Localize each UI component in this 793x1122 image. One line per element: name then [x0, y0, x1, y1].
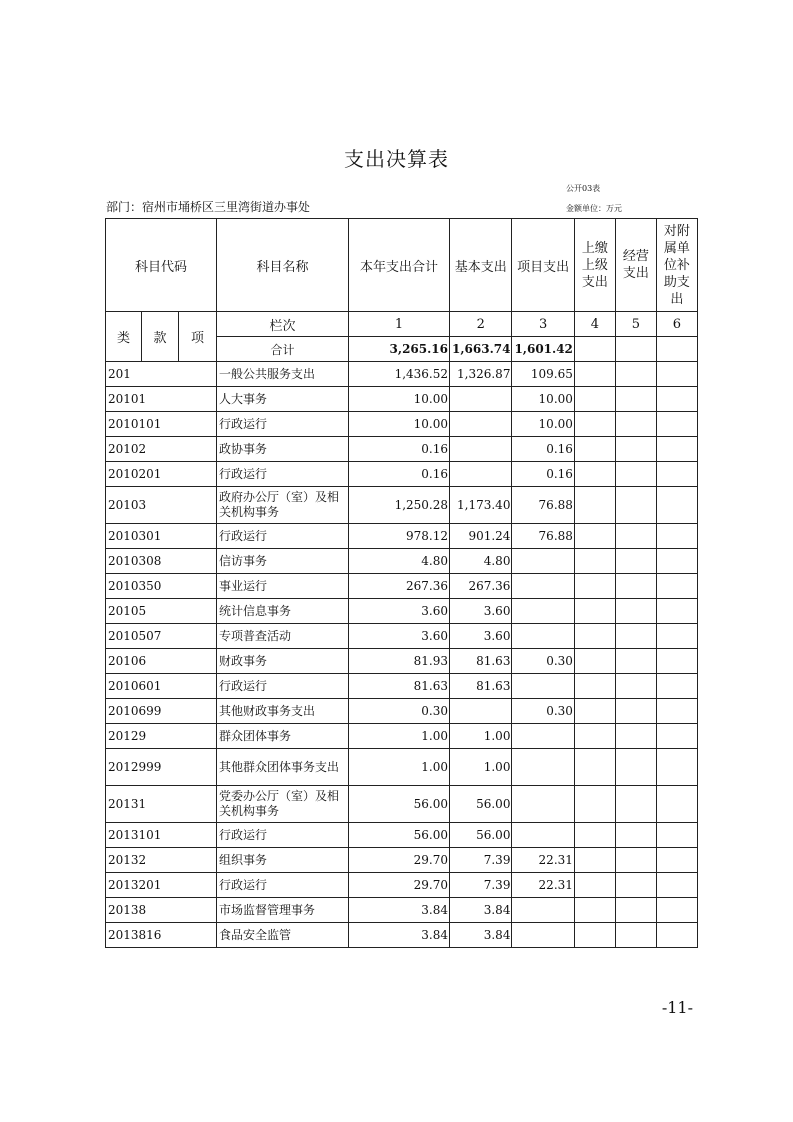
- row-basic: 267.36: [450, 574, 512, 599]
- row-name: 事业运行: [217, 574, 349, 599]
- header-lanci: 栏次: [217, 312, 349, 337]
- row-project: [512, 624, 574, 649]
- row-basic: 56.00: [450, 823, 512, 848]
- row-name: 食品安全监管: [217, 923, 349, 948]
- header-project: 项目支出: [512, 219, 574, 312]
- row-code: 20102: [106, 437, 217, 462]
- total-amount: 3,265.16: [349, 337, 450, 362]
- table-row: [106, 387, 698, 412]
- row-business: [615, 362, 656, 387]
- row-subsidy: [656, 898, 697, 923]
- row-subsidy: [656, 412, 697, 437]
- row-business: [615, 549, 656, 574]
- row-name: 统计信息事务: [217, 599, 349, 624]
- row-subsidy: [656, 848, 697, 873]
- row-subsidy: [656, 624, 697, 649]
- header-kuan: 款: [142, 312, 179, 362]
- row-name: 行政运行: [217, 873, 349, 898]
- col-index-1: 1: [349, 312, 450, 337]
- row-business: [615, 674, 656, 699]
- row-total: 3.84: [349, 923, 450, 948]
- row-code: 20131: [106, 786, 217, 823]
- row-code: 20103: [106, 487, 217, 524]
- header-basic: 基本支出: [450, 219, 512, 312]
- row-basic: 7.39: [450, 873, 512, 898]
- row-total: 56.00: [349, 823, 450, 848]
- row-project: 22.31: [512, 873, 574, 898]
- row-remit: [574, 898, 615, 923]
- row-business: [615, 898, 656, 923]
- row-remit: [574, 412, 615, 437]
- row-project: 10.00: [512, 387, 574, 412]
- row-basic: [450, 437, 512, 462]
- row-name: 行政运行: [217, 412, 349, 437]
- row-name: 人大事务: [217, 387, 349, 412]
- table-row: [106, 786, 698, 823]
- table-row: [106, 923, 698, 948]
- table-row: [106, 873, 698, 898]
- row-subsidy: [656, 524, 697, 549]
- row-project: [512, 923, 574, 948]
- row-project: 10.00: [512, 412, 574, 437]
- row-remit: [574, 749, 615, 786]
- row-project: [512, 749, 574, 786]
- row-code: 20138: [106, 898, 217, 923]
- table-row: [106, 599, 698, 624]
- row-business: [615, 649, 656, 674]
- row-basic: 1,173.40: [450, 487, 512, 524]
- row-project: [512, 674, 574, 699]
- row-total: 0.16: [349, 437, 450, 462]
- table-row: [106, 462, 698, 487]
- row-project: 0.16: [512, 437, 574, 462]
- row-remit: [574, 437, 615, 462]
- row-business: [615, 923, 656, 948]
- header-name: 科目名称: [217, 219, 349, 312]
- table-row: [106, 724, 698, 749]
- row-code: 20101: [106, 387, 217, 412]
- row-subsidy: [656, 487, 697, 524]
- form-code: 公开03表: [566, 184, 601, 193]
- row-project: [512, 599, 574, 624]
- row-code: 20106: [106, 649, 217, 674]
- row-remit: [574, 599, 615, 624]
- row-name: 市场监督管理事务: [217, 898, 349, 923]
- row-code: 2010101: [106, 412, 217, 437]
- row-business: [615, 437, 656, 462]
- row-total: 4.80: [349, 549, 450, 574]
- row-subsidy: [656, 549, 697, 574]
- row-remit: [574, 549, 615, 574]
- row-code: 201: [106, 362, 217, 387]
- row-business: [615, 599, 656, 624]
- row-remit: [574, 786, 615, 823]
- row-total: 1.00: [349, 749, 450, 786]
- row-business: [615, 848, 656, 873]
- row-project: 0.16: [512, 462, 574, 487]
- row-subsidy: [656, 699, 697, 724]
- row-subsidy: [656, 574, 697, 599]
- row-total: 10.00: [349, 412, 450, 437]
- row-business: [615, 524, 656, 549]
- col-index-6: 6: [656, 312, 697, 337]
- row-business: [615, 574, 656, 599]
- row-subsidy: [656, 786, 697, 823]
- row-code: 2010350: [106, 574, 217, 599]
- row-total: 1.00: [349, 724, 450, 749]
- row-code: 20129: [106, 724, 217, 749]
- row-name: 行政运行: [217, 524, 349, 549]
- row-business: [615, 724, 656, 749]
- row-name: 一般公共服务支出: [217, 362, 349, 387]
- table-row: [106, 524, 698, 549]
- row-code: 20105: [106, 599, 217, 624]
- row-remit: [574, 674, 615, 699]
- row-subsidy: [656, 873, 697, 898]
- table-row: [106, 549, 698, 574]
- row-project: 0.30: [512, 699, 574, 724]
- row-total: 29.70: [349, 848, 450, 873]
- header-code: 科目代码: [106, 219, 217, 312]
- row-name: 其他群众团体事务支出: [217, 749, 349, 786]
- row-remit: [574, 487, 615, 524]
- row-basic: 56.00: [450, 786, 512, 823]
- row-code: 2010201: [106, 462, 217, 487]
- row-code: 2010699: [106, 699, 217, 724]
- row-basic: [450, 699, 512, 724]
- row-business: [615, 624, 656, 649]
- row-project: 22.31: [512, 848, 574, 873]
- row-total: 3.60: [349, 624, 450, 649]
- row-business: [615, 387, 656, 412]
- row-remit: [574, 462, 615, 487]
- row-code: 2012999: [106, 749, 217, 786]
- row-total: 29.70: [349, 873, 450, 898]
- row-basic: [450, 412, 512, 437]
- row-name: 群众团体事务: [217, 724, 349, 749]
- row-basic: 3.60: [450, 624, 512, 649]
- row-business: [615, 786, 656, 823]
- row-project: [512, 898, 574, 923]
- col-index-4: 4: [574, 312, 615, 337]
- row-business: [615, 462, 656, 487]
- row-code: 2013816: [106, 923, 217, 948]
- department-label: 部门：宿州市埇桥区三里湾街道办事处: [106, 200, 311, 214]
- total-subsidy: [656, 337, 697, 362]
- row-total: 10.00: [349, 387, 450, 412]
- row-total: 1,436.52: [349, 362, 450, 387]
- row-name: 其他财政事务支出: [217, 699, 349, 724]
- row-remit: [574, 724, 615, 749]
- row-name: 组织事务: [217, 848, 349, 873]
- table-row: [106, 749, 698, 786]
- header-total: 本年支出合计: [349, 219, 450, 312]
- unit-label: 金额单位：万元: [566, 204, 622, 213]
- row-code: 20132: [106, 848, 217, 873]
- col-index-5: 5: [615, 312, 656, 337]
- row-name: 政协事务: [217, 437, 349, 462]
- row-basic: [450, 387, 512, 412]
- row-remit: [574, 823, 615, 848]
- column-index-row: [106, 312, 698, 337]
- row-total: 81.93: [349, 649, 450, 674]
- row-project: [512, 786, 574, 823]
- row-subsidy: [656, 462, 697, 487]
- row-basic: 7.39: [450, 848, 512, 873]
- row-name: 信访事务: [217, 549, 349, 574]
- total-project: 1,601.42: [512, 337, 574, 362]
- row-basic: 3.60: [450, 599, 512, 624]
- row-total: 0.30: [349, 699, 450, 724]
- header-remit: 上缴上级支出: [574, 219, 615, 312]
- row-code: 2010507: [106, 624, 217, 649]
- header-business: 经营支出: [615, 219, 656, 312]
- row-basic: [450, 462, 512, 487]
- row-name: 行政运行: [217, 674, 349, 699]
- row-subsidy: [656, 749, 697, 786]
- total-basic: 1,663.74: [450, 337, 512, 362]
- col-index-2: 2: [450, 312, 512, 337]
- row-name: 财政事务: [217, 649, 349, 674]
- expenditure-table: [105, 218, 698, 948]
- row-basic: 81.63: [450, 649, 512, 674]
- total-business: [615, 337, 656, 362]
- page-number: -11-: [661, 998, 693, 1017]
- row-basic: 4.80: [450, 549, 512, 574]
- table-row: [106, 823, 698, 848]
- row-business: [615, 487, 656, 524]
- table-row: [106, 362, 698, 387]
- row-project: [512, 823, 574, 848]
- row-basic: 81.63: [450, 674, 512, 699]
- row-name: 党委办公厅（室）及相关机构事务: [217, 786, 349, 823]
- row-remit: [574, 387, 615, 412]
- row-subsidy: [656, 387, 697, 412]
- row-business: [615, 749, 656, 786]
- page-title: 支出决算表: [344, 147, 449, 171]
- row-total: 3.84: [349, 898, 450, 923]
- row-code: 2010301: [106, 524, 217, 549]
- header-xiang: 项: [179, 312, 217, 362]
- table-row: [106, 487, 698, 524]
- row-code: 2010601: [106, 674, 217, 699]
- row-code: 2010308: [106, 549, 217, 574]
- table-row: [106, 574, 698, 599]
- col-index-3: 3: [512, 312, 574, 337]
- row-code: 2013201: [106, 873, 217, 898]
- row-name: 行政运行: [217, 823, 349, 848]
- row-remit: [574, 362, 615, 387]
- row-subsidy: [656, 923, 697, 948]
- row-total: 0.16: [349, 462, 450, 487]
- row-total: 267.36: [349, 574, 450, 599]
- row-remit: [574, 923, 615, 948]
- row-project: 109.65: [512, 362, 574, 387]
- table-row: [106, 848, 698, 873]
- row-total: 56.00: [349, 786, 450, 823]
- row-basic: 1,326.87: [450, 362, 512, 387]
- row-basic: 1.00: [450, 724, 512, 749]
- row-subsidy: [656, 599, 697, 624]
- row-name: 专项普查活动: [217, 624, 349, 649]
- row-remit: [574, 848, 615, 873]
- row-name: 行政运行: [217, 462, 349, 487]
- row-subsidy: [656, 823, 697, 848]
- total-remit: [574, 337, 615, 362]
- table-row: [106, 699, 698, 724]
- row-name: 政府办公厅（室）及相关机构事务: [217, 487, 349, 524]
- row-project: [512, 724, 574, 749]
- row-remit: [574, 524, 615, 549]
- row-total: 3.60: [349, 599, 450, 624]
- table-row: [106, 624, 698, 649]
- row-total: 978.12: [349, 524, 450, 549]
- header-row: [106, 219, 698, 312]
- table-row: [106, 898, 698, 923]
- row-basic: 3.84: [450, 923, 512, 948]
- row-total: 1,250.28: [349, 487, 450, 524]
- row-business: [615, 699, 656, 724]
- table-row: [106, 649, 698, 674]
- row-project: [512, 574, 574, 599]
- row-business: [615, 873, 656, 898]
- row-project: 76.88: [512, 487, 574, 524]
- row-basic: 1.00: [450, 749, 512, 786]
- header-subsidy: 对附属单位补助支出: [656, 219, 697, 312]
- row-subsidy: [656, 674, 697, 699]
- table-row: [106, 437, 698, 462]
- row-project: 76.88: [512, 524, 574, 549]
- row-subsidy: [656, 724, 697, 749]
- row-remit: [574, 649, 615, 674]
- header-lei: 类: [106, 312, 142, 362]
- row-remit: [574, 624, 615, 649]
- table-row: [106, 674, 698, 699]
- row-total: 81.63: [349, 674, 450, 699]
- row-remit: [574, 873, 615, 898]
- total-label: 合计: [217, 337, 349, 362]
- row-remit: [574, 699, 615, 724]
- row-subsidy: [656, 362, 697, 387]
- row-subsidy: [656, 649, 697, 674]
- row-code: 2013101: [106, 823, 217, 848]
- row-subsidy: [656, 437, 697, 462]
- row-project: [512, 549, 574, 574]
- row-basic: 901.24: [450, 524, 512, 549]
- row-project: 0.30: [512, 649, 574, 674]
- row-business: [615, 412, 656, 437]
- row-remit: [574, 574, 615, 599]
- row-business: [615, 823, 656, 848]
- row-basic: 3.84: [450, 898, 512, 923]
- table-row: [106, 412, 698, 437]
